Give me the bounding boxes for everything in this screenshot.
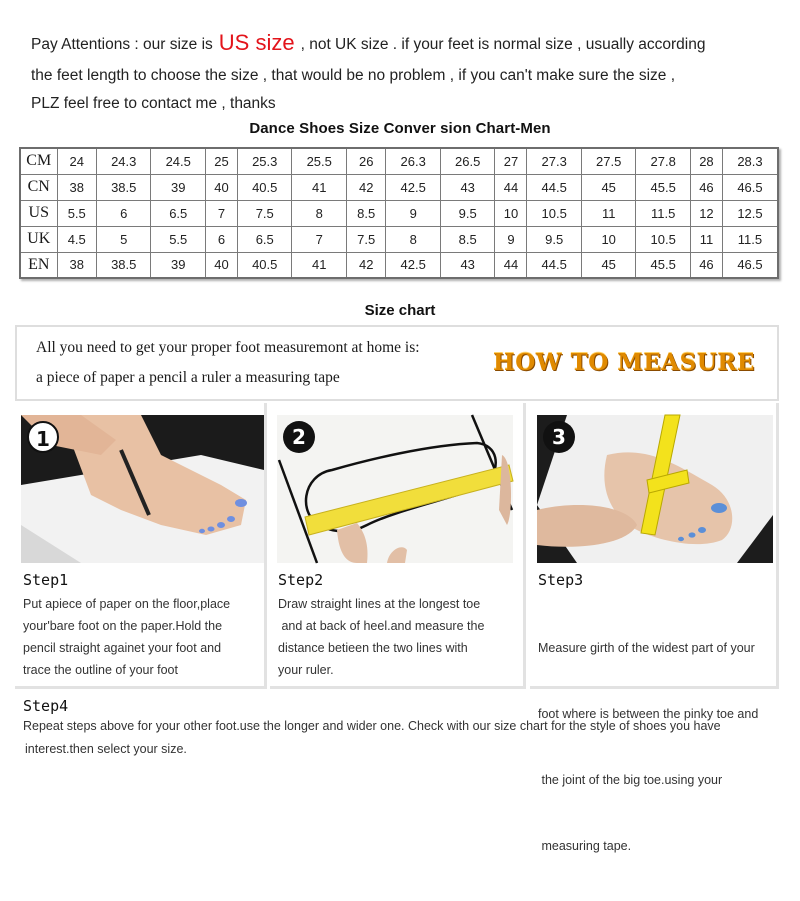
step-line: Repeat steps above for your other foot.use the longer and wider one. Check with our size chart for the style of shoes you have [23,719,721,733]
step-number-badge: 3 [543,421,575,453]
size-cell: 6 [205,226,237,252]
notice-text: , not UK size . if your feet is normal size , usually according [300,36,706,53]
notice-line-2: the feet length to choose the size , that would be no problem , if you can't make sure the size , [31,67,675,84]
size-cell: 43 [440,174,494,200]
size-cell: 8.5 [346,200,386,226]
size-cell: 38.5 [97,174,151,200]
info-line-1: All you need to get your proper foot measuremont at home is: [36,339,420,356]
size-cell: 46.5 [722,252,778,278]
step2-photo [277,415,513,563]
size-cell: 42 [346,252,386,278]
step-line: foot where is between the pinky toe and [538,707,759,721]
size-cell: 44 [495,252,527,278]
measure-info-box [15,325,779,401]
step-line: your ruler. [278,663,334,677]
size-cell: 27.8 [636,148,690,174]
step-label: Step4 [23,697,69,715]
size-cell: 6 [97,200,151,226]
size-cell: 26 [346,148,386,174]
size-cell: 7 [205,200,237,226]
size-cell: 42.5 [386,174,440,200]
size-cell: 41 [292,174,346,200]
size-cell: 25 [205,148,237,174]
size-cell: 39 [151,174,205,200]
size-cell: 46 [690,252,722,278]
size-cell: 5.5 [151,226,205,252]
size-row-en [20,252,778,278]
size-cell: 25.5 [292,148,346,174]
step-label: Step1 [23,571,69,589]
step-line: interest.then select your size. [25,742,187,756]
size-cell: 6.5 [151,200,205,226]
size-cell: 46.5 [722,174,778,200]
row-header: CM [20,148,57,174]
step-number-badge: 2 [283,421,315,453]
row-header: EN [20,252,57,278]
size-cell: 11.5 [722,226,778,252]
size-cell: 27 [495,148,527,174]
row-header: UK [20,226,57,252]
size-row-cn [20,174,778,200]
notice-text: Pay Attentions : our size is [31,36,213,53]
size-notice [31,26,791,118]
size-chart-heading: Size chart [364,302,436,319]
size-cell: 25.3 [238,148,292,174]
step-label: Step2 [278,571,324,589]
size-cell: 38 [57,174,97,200]
size-cell: 46 [690,174,722,200]
notice-line-3: PLZ feel free to contact me , thanks [31,95,276,112]
size-cell: 11 [690,226,722,252]
step-line: and at back of heel.and measure the [278,619,485,633]
size-cell: 40 [205,252,237,278]
how-to-measure-banner: HOW TO MEASURE [493,349,755,376]
size-cell: 8.5 [440,226,494,252]
size-cell: 43 [440,252,494,278]
step-line: your'bare foot on the paper.Hold the [23,619,223,633]
step-number-badge: 1 [27,421,59,453]
size-cell: 8 [292,200,346,226]
step-line: distance betieen the two lines with [278,641,468,655]
size-cell: 45 [581,174,635,200]
size-conversion-table [19,147,779,279]
size-cell: 10 [495,200,527,226]
step-label: Step3 [538,571,584,589]
conversion-chart-title: Dance Shoes Size Conver sion Chart-Men [249,120,551,137]
step-panel-1 [15,403,267,689]
size-cell: 24.3 [97,148,151,174]
step-line: Draw straight lines at the longest toe [278,597,481,611]
size-cell: 44.5 [527,174,581,200]
size-cell: 40 [205,174,237,200]
step-line: measuring tape. [538,839,632,853]
size-cell: 24.5 [151,148,205,174]
size-cell: 45 [581,252,635,278]
row-header: US [20,200,57,226]
size-cell: 26.3 [386,148,440,174]
size-row-cm [20,148,778,174]
step-line: trace the outline of your foot [23,663,178,677]
step-line: Measure girth of the widest part of your [538,641,755,655]
size-cell: 44.5 [527,252,581,278]
row-header: CN [20,174,57,200]
info-line-2: a piece of paper a pencil a ruler a measuring tape [36,369,340,386]
size-cell: 27.3 [527,148,581,174]
size-cell: 11.5 [636,200,690,226]
size-cell: 40.5 [238,174,292,200]
size-cell: 4.5 [57,226,97,252]
size-cell: 38.5 [97,252,151,278]
step-line: the joint of the big toe.using your [538,773,723,787]
size-cell: 9 [495,226,527,252]
size-cell: 8 [386,226,440,252]
step-panel-3 [530,403,779,853]
size-cell: 26.5 [440,148,494,174]
size-cell: 12 [690,200,722,226]
us-size-highlight: US size [218,30,295,55]
size-cell: 45.5 [636,252,690,278]
step-line: pencil straight againet your foot and [23,641,222,655]
size-cell: 44 [495,174,527,200]
size-cell: 10.5 [527,200,581,226]
size-cell: 40.5 [238,252,292,278]
size-cell: 39 [151,252,205,278]
size-cell: 7.5 [346,226,386,252]
size-cell: 12.5 [722,200,778,226]
step-description [23,715,793,761]
size-row-uk [20,226,778,252]
size-cell: 9.5 [440,200,494,226]
size-cell: 7.5 [238,200,292,226]
size-cell: 42 [346,174,386,200]
step-panel-2 [270,403,526,689]
step-4-section [23,697,793,761]
size-cell: 5 [97,226,151,252]
size-cell: 9.5 [527,226,581,252]
notice-line-1 [31,26,791,60]
size-cell: 38 [57,252,97,278]
size-cell: 45.5 [636,174,690,200]
size-cell: 6.5 [238,226,292,252]
step-description [278,593,484,681]
size-cell: 9 [386,200,440,226]
size-cell: 10.5 [636,226,690,252]
step-line: Put apiece of paper on the floor,place [23,597,231,611]
size-cell: 28.3 [722,148,778,174]
size-cell: 42.5 [386,252,440,278]
size-cell: 5.5 [57,200,97,226]
size-cell: 11 [581,200,635,226]
size-cell: 28 [690,148,722,174]
size-cell: 24 [57,148,97,174]
step1-photo [21,415,264,563]
size-cell: 10 [581,226,635,252]
size-cell: 41 [292,252,346,278]
size-cell: 7 [292,226,346,252]
size-row-us [20,200,778,226]
step3-photo [537,415,773,563]
step-description [23,593,230,681]
size-cell: 27.5 [581,148,635,174]
